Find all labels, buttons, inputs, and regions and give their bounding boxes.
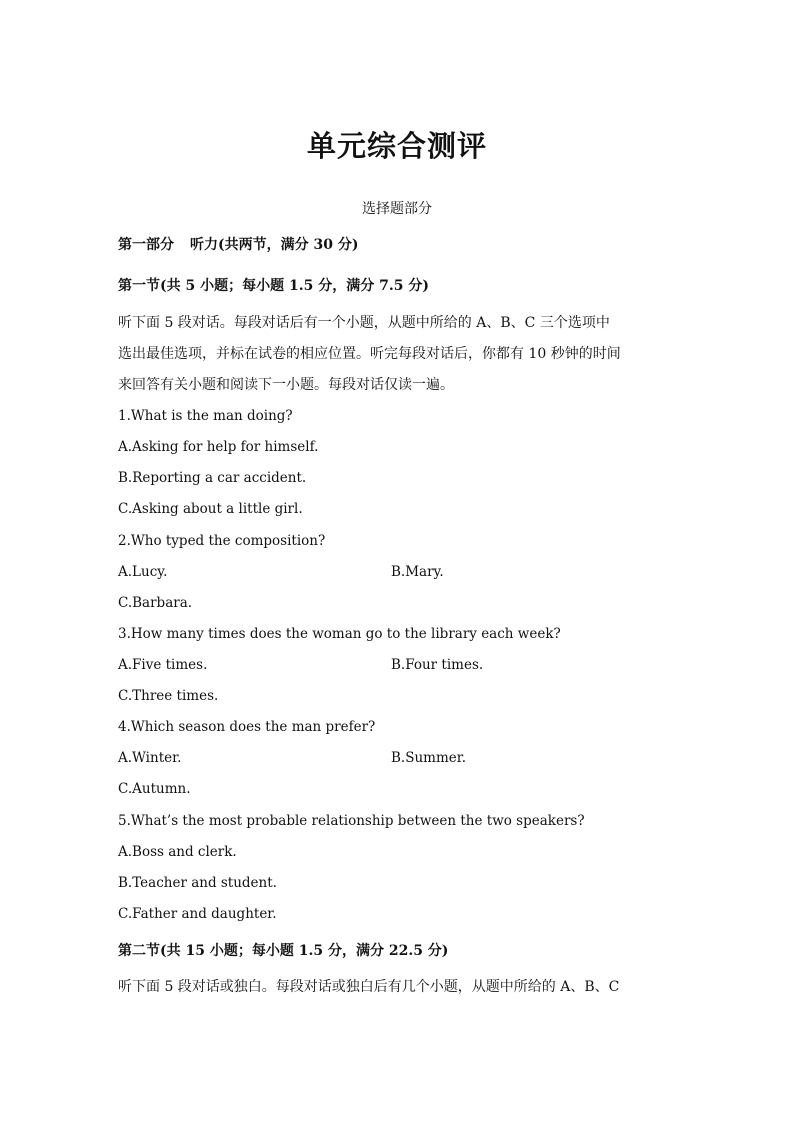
question-stem: 2.Who typed the composition? bbox=[118, 533, 326, 549]
part1-label: 第一部分 bbox=[118, 237, 174, 253]
section1-label: 第一节 bbox=[118, 278, 160, 294]
option-b: B.Four times. bbox=[391, 657, 484, 673]
option-a: A.Asking for help for himself. bbox=[118, 439, 319, 455]
option-c: C.Autumn. bbox=[118, 781, 191, 797]
section2-heading bbox=[118, 941, 448, 961]
section1-instruction-line: 选出最佳选项，并标在试卷的相应位置。听完每段对话后，你都有 10 秒钟的时间 bbox=[118, 346, 621, 362]
option-c: C.Barbara. bbox=[118, 595, 193, 611]
option-b: B.Summer. bbox=[391, 750, 467, 766]
option-a: A.Boss and clerk. bbox=[118, 844, 237, 860]
question-stem: 4.Which season does the man prefer? bbox=[118, 719, 376, 735]
page-subtitle: 选择题部分 bbox=[362, 201, 432, 217]
section1-heading bbox=[118, 276, 429, 296]
option-a: A.Lucy. bbox=[118, 564, 168, 580]
option-c: C.Three times. bbox=[118, 688, 219, 704]
question-stem: 3.How many times does the woman go to the library each week? bbox=[118, 626, 561, 642]
part1-info: (共两节，满分 30 分) bbox=[218, 237, 359, 253]
option-a: A.Winter. bbox=[118, 750, 182, 766]
section2-instruction-line: 听下面 5 段对话或独白。每段对话或独白后有几个小题，从题中所给的 A、B、C bbox=[118, 979, 620, 995]
part1-heading bbox=[118, 235, 358, 255]
part1-name: 听力 bbox=[190, 237, 218, 253]
section1-info-a: (共 5 小题；每小题 1.5 分，满分 bbox=[160, 278, 375, 294]
question-stem: 1.What is the man doing? bbox=[118, 408, 293, 424]
option-c: C.Asking about a little girl. bbox=[118, 501, 303, 517]
option-b: B.Reporting a car accident. bbox=[118, 470, 307, 486]
page-title: 单元综合测评 bbox=[306, 129, 487, 163]
question-stem: 5.What’s the most probable relationship between the two speakers? bbox=[118, 813, 585, 829]
section2-label: 第二节 bbox=[118, 943, 160, 959]
option-c: C.Father and daughter. bbox=[118, 906, 277, 922]
option-b: B.Mary. bbox=[391, 564, 444, 580]
section2-info: (共 15 小题；每小题 1.5 分，满分 22.5 分) bbox=[160, 943, 449, 959]
section1-instruction-line: 听下面 5 段对话。每段对话后有一个小题，从题中所给的 A、B、C 三个选项中 bbox=[118, 315, 610, 331]
section1-info-b: 7.5 分) bbox=[379, 278, 429, 294]
option-a: A.Five times. bbox=[118, 657, 208, 673]
section1-instruction-line: 来回答有关小题和阅读下一小题。每段对话仅读一遍。 bbox=[118, 377, 454, 393]
option-b: B.Teacher and student. bbox=[118, 875, 277, 891]
